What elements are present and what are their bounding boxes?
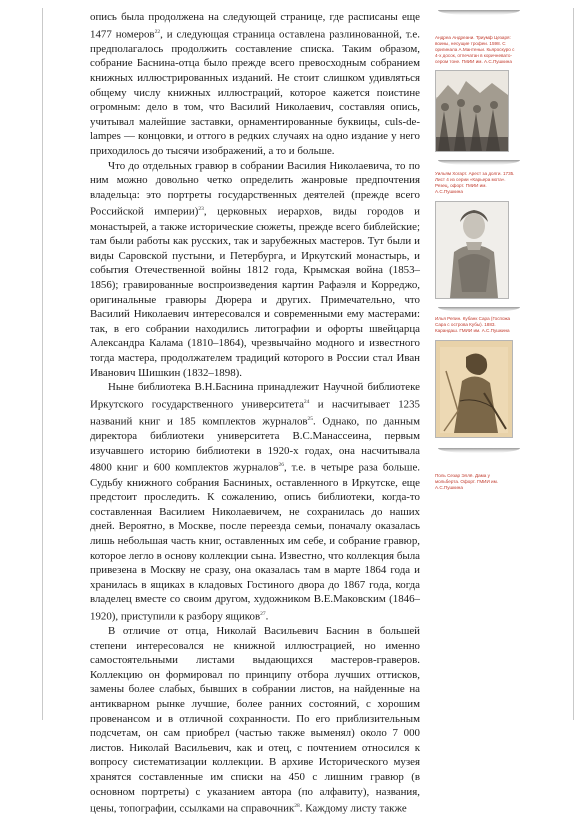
text-run: , церковных иерархов, виды городов и монастырей, а также исторические сюжеты, прежде всего библейские; там были работы как русских, так и зарубежных мастеров. Тут были и виды Саровской пустыни, и Петербурга, и Иркутский монастырь, и события Отечественной войны 1812 года, Крымская война (1853–1856); гравированные воспроизведения картин Рафаэля и Корреджо, оригинальные гравюры Дюрера и других. Примечательно, что Василий Николаевич интересовался и современными ему мастерами: так, в его собрании находились литографии и офорты швейцарца Александра Калама (1810–1864), чрезвычайно модного и известного тогда мастера, продолжателем традиций которого в России стал Иван Иванович Шишкин (1832–1898).	[90, 205, 420, 379]
divider-shadow	[438, 307, 520, 312]
caption-2: Уильям Хогарт. Арест за долги. 1735. Лист 4 из серии «Карьера мота». Резец, офорт. ГМИИ им. А.С.Пушкина	[435, 171, 515, 194]
caption-4: Поль Сезар Эллё. Дама у мольберта. Офорт. ГМИИ им. А.С.Пушкина	[435, 473, 499, 490]
helleu-etching-art	[436, 341, 512, 437]
divider-shadow	[438, 160, 520, 165]
paragraph-1	[90, 10, 420, 159]
divider-shadow	[438, 448, 520, 453]
text-run: опись была продолжена на следующей странице, где расписаны еще 1477 номеров	[90, 11, 420, 41]
helleu-etching-image[interactable]	[435, 340, 513, 438]
footnote-ref[interactable]: 22	[154, 28, 161, 35]
text-run: .	[265, 610, 269, 623]
text-run: , и следующая страница оставлена разлинованной, т.е. предполагалось продолжить составление списка. Таким образом, собрание Баснина-отца было прежде всего превосходным собранием книжных иллюстрированных изданий. Не стоит слишком удивляться общему числу книжных иллюстраций, которое кажется поистине огромным: дело в том, что Василий Николаевич, составляя опись, учитывал малейшие заставки, орнаментированные буквицы, culs-de-lampes — концовки, и оттого в редких случаях на одно издание у него приходилось до тысячи изображений, а то и больше.	[90, 28, 420, 157]
repin-portrait-image[interactable]	[435, 201, 509, 299]
text-run: В отличие от отца, Николай Васильевич Баснин в большей степени интересовался не книжной иллюстрацией, но именно самостоятельными листами выдающихся мастеров-граверов. Коллекцию он формировал по принципу отбора лучших оттисков, замены более слабых, бывших в собрании листов, на найденные на антикварном рынке лучшие, более ранних состояний, с хорошим провенансом и в отличной сохранности. По его приблизительным подсчетам, он сам приобрел (частью также выменял) около 7 000 листов. Николай Васильевич, как и отец, с почтением относился к вопросу систематизации коллекции. В архиве Исторического музея хранятся составленные им списки на 450 с лишним гравюр (в основном портреты) с указанием автора (по алфавиту), названия, цены, топографии, ссылками на справочник	[90, 625, 420, 815]
text-run: Ныне библиотека В.Н.Баснина принадлежит Научной библиотеке Иркутского государственного университета	[90, 381, 420, 411]
divider-shadow	[438, 10, 520, 15]
paragraph-3	[90, 380, 420, 624]
text-run: Что до отдельных гравюр в собрании Василия Николаевича, то по ним можно довольно четко определить жанровые предпочтения владельца: это портреты государственных деятелей (прежде всего Российской империи)	[90, 159, 420, 218]
caption-1: Андреа Андреани. Триумф Цезаря: воины, несущие трофеи. 1598. С оригинала А.Мантеньи. Кьяроскуро с 4-х досок, отпечатан в коричневато-сером тоне. ГМИИ им. А.С.Пушкина	[435, 35, 515, 64]
footnote-ref[interactable]: 26	[278, 462, 285, 469]
caption-3: Илья Репин. Кубанк Сара (Госпожа Сара с острова Кубы). 1883. Карандаш. ГМИИ им. А.С.Пушкина	[435, 316, 511, 333]
illustration-sidebar	[435, 8, 555, 491]
repin-portrait-art	[436, 202, 508, 298]
text-run: , т.е. в четыре раза больше. Судьбу книжного собрания Басниных, оставленного в Иркутске, еще предстоит проследить. К сожалению, опись библиотеки, когда-то составленная Василием Николаевичем, не сохранилась до наших дней. Вероятно, в Москве, после переезда семьи, поначалу оказалась лишь небольшая часть книг, оставленных им себе, и собрание гравюр, которое легло в основу коллекции сына. Известно, что коллекция была привезена в Москву не сразу, она оказалась там в марте 1864 года и хранилась в ящиках в кладовых Гостиного двора до 1867 года, когда владелец вместе со своим другом, художником В.Е.Маковским (1846–1920), приступили к разбору ящиков	[90, 461, 421, 623]
paragraph-4	[90, 624, 420, 816]
article-body	[90, 10, 420, 816]
footnote-ref[interactable]: 24	[303, 398, 310, 405]
footnote-ref[interactable]: 27	[260, 610, 266, 617]
procession-engraving-art	[436, 71, 508, 151]
text-run: и насчитывает 1235 названий книг и 185 комплектов журналов	[90, 398, 420, 428]
text-run: . Однако, по данным директора библиотеки университета В.С.Манассеина, первым изучавшего историю библиотеки в 1920-х годах, она насчитывала 4800 книг и 600 комплектов журналов	[90, 415, 421, 474]
footnote-ref[interactable]: 28	[294, 803, 300, 810]
text-run: . Каждому листу также	[299, 802, 407, 815]
procession-engraving-image[interactable]	[435, 70, 509, 152]
footnote-ref[interactable]: 25	[307, 415, 314, 422]
paragraph-2	[90, 159, 420, 381]
footnote-ref[interactable]: 23	[198, 206, 204, 213]
